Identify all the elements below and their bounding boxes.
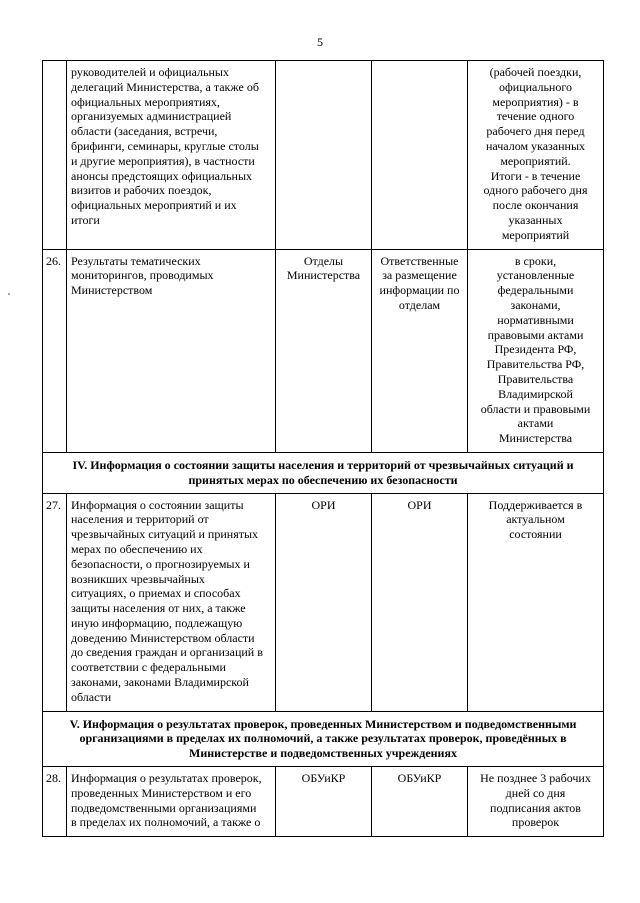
row-term-line: мероприятия) - в [492,94,579,109]
row-info-name-line: ситуациях, о приемах и способах [71,586,241,601]
section-title-line: Министерстве и подведомственных учреждениях [189,746,457,761]
row-term-line: рабочего дня перед [486,124,585,139]
row-number: 27. [43,493,67,711]
row-term-line: нормативными [497,312,574,327]
row-responsible [276,767,372,837]
row-responsible-line: Министерства [286,268,361,283]
row-info-name-line: организуемых администрацией [71,109,232,124]
row-info-name-line: проведенных Министерством и его [71,785,252,800]
row-info-name-line: Информация о состоянии защиты [71,497,244,512]
row-info-name-line: Результаты тематических [71,253,201,268]
row-info-name-line: чрезвычайных ситуаций и принятых [71,527,259,542]
row-term-line: подписания актов [490,800,581,815]
row-term [468,61,604,250]
row-term-line: правовыми актами [487,327,584,342]
row-number: 28. [43,767,67,837]
row-responsible-line: ОРИ [311,497,336,512]
info-table [42,60,604,837]
row-placement [372,767,468,837]
row-placement [372,493,468,711]
row-info-name-line: и другие мероприятия), в частности [71,153,255,168]
row-info-name-line: области (заседания, встречи, [71,124,218,139]
table-row [43,61,604,250]
row-number: 26. [43,249,67,452]
row-term-line: течение одного [496,109,575,124]
row-term-line: актуальном [506,512,565,527]
section-title-line: принятых мерах по обеспечению их безопасности [188,472,458,487]
row-term-line: федеральными [497,283,574,298]
row-info-name-line: официальных мероприятиях, [71,94,220,109]
row-info-name-line: Информация о результатах проверок, [71,771,262,786]
row-info-name-line: возникших чрезвычайных [71,571,205,586]
section-title-line: IV. Информация о состоянии защиты населения и территорий от чрезвычайных ситуаций и [72,457,574,472]
row-responsible [276,249,372,452]
row-term-line: Министерства [498,431,573,446]
row-info-name [67,249,276,452]
row-term-line: мероприятий. [500,153,571,168]
row-responsible [276,61,372,250]
row-term-line: Правительства РФ, [486,357,585,372]
row-term-line: одного рабочего дня [483,183,588,198]
row-info-name-line: соответствии с федеральными [71,660,226,675]
row-info-name-line: населения и территорий от [71,512,209,527]
section-header-row [43,711,604,766]
row-placement-line: Ответственные [380,253,459,268]
row-responsible-line: Отделы [303,253,344,268]
row-term-line: Поддерживается в [488,497,583,512]
row-info-name-line: доведению Министерством области [71,630,255,645]
row-responsible [276,493,372,711]
row-info-name-line: подведомственными организациями [71,800,257,815]
row-term-line: дней со дня [505,785,566,800]
row-term-line: Правительства [497,371,574,386]
section-title [43,452,604,493]
row-info-name-line: итоги [71,212,100,227]
row-info-name-line: в пределах их полномочий, а также о [71,815,261,830]
row-info-name-line: анонсы предстоящих официальных [71,168,253,183]
row-info-name-line: делегаций Министерства, а также об [71,79,259,94]
row-term-line: указанных [508,212,563,227]
row-placement [372,61,468,250]
section-title-line: V. Информация о результатах проверок, проведенных Министерством и подведомственными [69,716,577,731]
row-placement [372,249,468,452]
info-table-body [43,61,604,837]
row-term-line: области и правовыми [480,401,591,416]
row-term [468,767,604,837]
row-term-line: после окончания [492,198,579,213]
row-number [43,61,67,250]
row-info-name-line: области [71,689,112,704]
row-term-line: Итоги - в течение [490,168,581,183]
row-info-name-line: Министерством [71,283,153,298]
row-term-line: мероприятий [501,227,570,242]
row-info-name-line: мониторингов, проводимых [71,268,214,283]
table-row [43,493,604,711]
row-term-line: началом указанных [485,138,586,153]
row-placement-line: ОБУиКР [397,771,442,786]
row-info-name [67,493,276,711]
row-term-line: официального [499,79,572,94]
row-info-name-line: официальных мероприятий и их [71,198,237,213]
section-title [43,711,604,766]
row-info-name-line: брифинги, семинары, круглые столы [71,138,259,153]
page-number: 5 [317,35,323,49]
section-title-line: организациями в пределах их полномочий, а также результатах проверок, проведённых в [79,731,567,746]
row-info-name-line: мерах по обеспечению их [71,541,203,556]
row-term-line: состоянии [509,527,562,542]
row-info-name-line: безопасности, о прогнозируемых и [71,556,250,571]
row-info-name-line: законами, законами Владимирской [71,675,249,690]
table-row [43,767,604,837]
section-header-row [43,452,604,493]
row-info-name [67,61,276,250]
row-term [468,249,604,452]
row-term-line: Не позднее 3 рабочих [480,771,591,786]
margin-dot [8,293,10,295]
row-info-name-line: иную информацию, подлежащую [71,615,243,630]
row-placement-line: за размещение [382,268,457,283]
row-info-name [67,767,276,837]
row-term-line: в сроки, [514,253,557,268]
row-responsible-line: ОБУиКР [301,771,346,786]
row-info-name-line: руководителей и официальных [71,65,229,79]
row-placement-line: отделам [398,297,441,312]
row-term-line: (рабочей поездки, [489,65,582,79]
row-term [468,493,604,711]
row-term-line: Владимирской [498,386,573,401]
row-term-line: Президента РФ, [494,342,577,357]
row-term-line: проверок [511,815,560,830]
row-placement-line: ОРИ [407,497,432,512]
row-placement-line: информации по [379,283,460,298]
row-term-line: установленные [496,268,575,283]
row-info-name-line: защиты населения от них, а также [71,601,246,616]
row-term-line: актами [517,416,554,431]
table-row [43,249,604,452]
row-term-line: законами, [510,297,561,312]
row-info-name-line: до сведения граждан и организаций в [71,645,263,660]
row-info-name-line: визитов и рабочих поездок, [71,183,212,198]
